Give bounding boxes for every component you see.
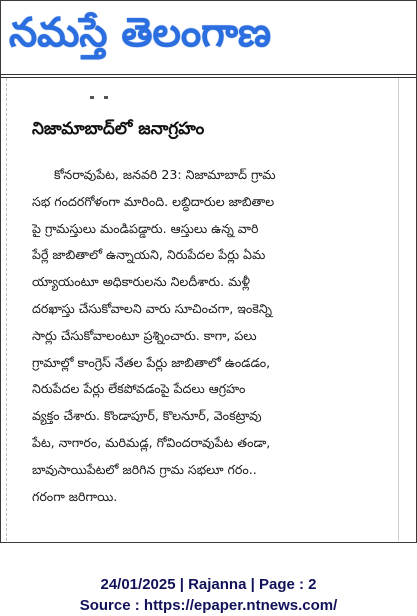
article-line: పేర్లే జాబితాలో ఉన్నాయని, నిరుపేదల పేర్లు ఏమ bbox=[32, 247, 266, 263]
article-line: గ్రామాల్లో కాంగ్రెస్ నేతల పేర్లు జాబితాలో ఉండడం, bbox=[32, 354, 271, 370]
article-line: పై గ్రామస్తులు మండిపడ్డారు. ఆస్తులు ఉన్న వారి bbox=[32, 220, 259, 236]
clipping-footer bbox=[0, 574, 417, 616]
footer-date-edition: 24/01/2025 | Rajanna | Page : 2 bbox=[100, 576, 317, 593]
article-line: పేట, నాగారం, మరిమడ్ల, గోవిందరావుపేట తండా, bbox=[32, 434, 271, 450]
article-line: దరఖాస్తు చేసుకోవాలని వారు సూచించగా, ఇంకెన్ని bbox=[32, 300, 272, 316]
newspaper-masthead: నమస్తే తెలంగాణ bbox=[9, 10, 272, 56]
article-line: గరంగా జరిగాయి. bbox=[32, 488, 118, 504]
article-line: నిరుపేదల పేర్లు లేకపోవడంపై పేదలు ఆగ్రహం bbox=[32, 381, 246, 397]
masthead-rule bbox=[0, 74, 416, 75]
left-column-divider bbox=[6, 78, 7, 541]
article-headline: నిజామాబాద్‌లో జనాగ్రహం bbox=[32, 119, 205, 139]
article-line: సార్లు చేసుకోవాలంటూ ప్రశ్నించారు. కాగా, పలు bbox=[32, 327, 257, 343]
article-body bbox=[32, 162, 393, 510]
article-line: కోనరావుపేట, జనవరి 23: నిజామాబాద్ గ్రామ bbox=[54, 167, 276, 182]
article-line: బావుసాయిపేటలో జరిగిన గ్రామ సభలూ గరం.. bbox=[32, 461, 257, 477]
print-specks bbox=[90, 96, 150, 102]
footer-source: Source : https://epaper.ntnews.com/ bbox=[79, 597, 338, 614]
article-line: య్యాయంటూ అధికారులను నిలదీశారు. మళ్లీ bbox=[32, 274, 250, 290]
article-line: సభ గందరగోళంగా మారింది. లబ్ధిదారుల జాబితాల bbox=[32, 193, 275, 209]
right-column-divider bbox=[398, 78, 399, 541]
masthead-rule-thin bbox=[0, 77, 416, 78]
article-line: వ్యక్తం చేశారు. కొండాపూర్, కొలనూర్, వెంకట్రావు bbox=[32, 408, 262, 424]
